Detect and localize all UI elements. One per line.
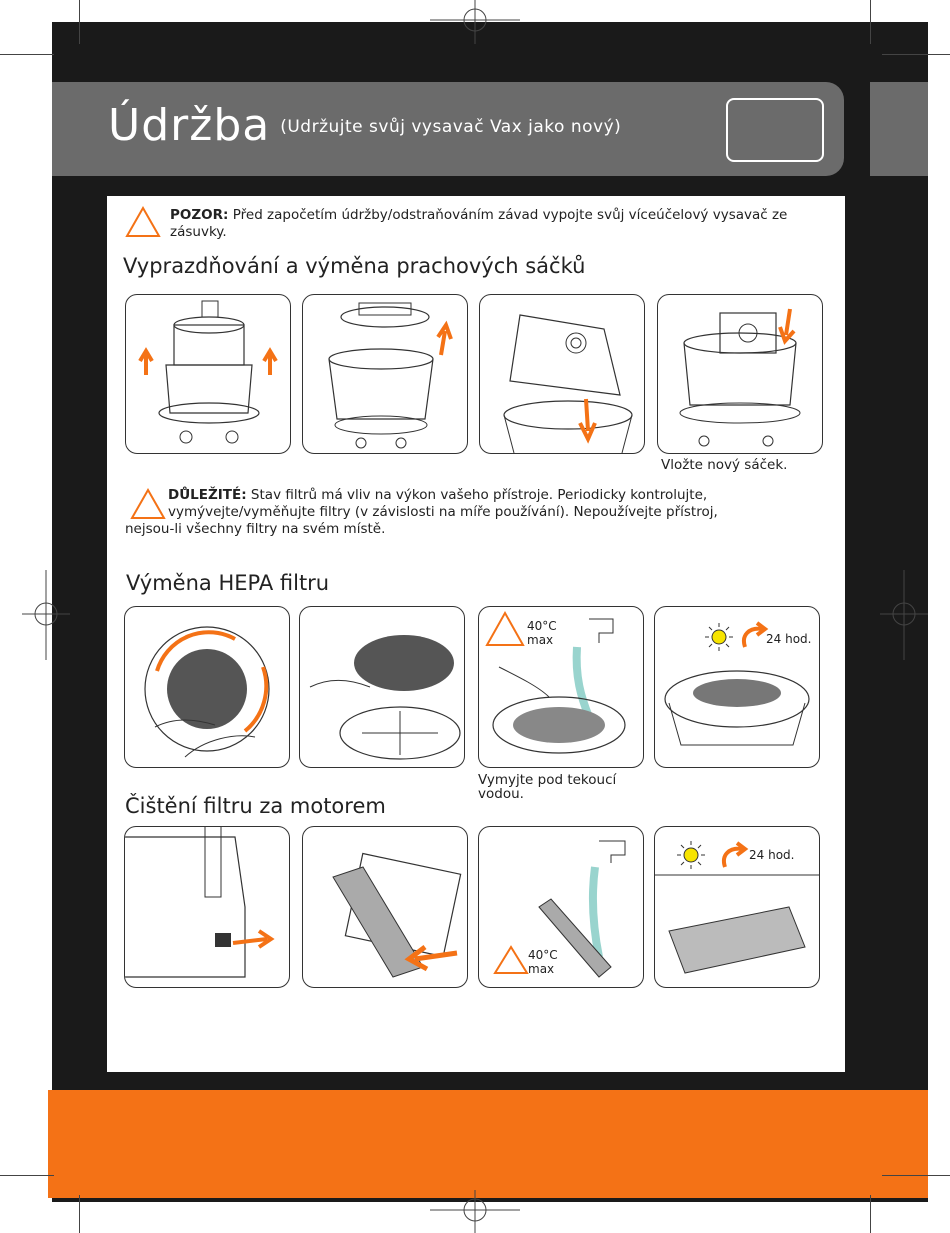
illustration-lift-lid <box>125 294 291 454</box>
sun-icon <box>684 848 698 862</box>
top-margin <box>80 0 770 22</box>
sun-icon <box>712 630 726 644</box>
temp-label-hepa <box>527 619 557 647</box>
crop-mark <box>882 1175 950 1176</box>
temp-max: max <box>528 962 555 976</box>
warning-important-label: DŮLEŽITÉ: <box>168 487 247 503</box>
warning-important-line3: nejsou-li všechny filtry na svém místě. <box>125 521 386 537</box>
crop-mark <box>870 1195 871 1233</box>
crop-mark <box>0 54 54 55</box>
page-number-box <box>726 98 824 162</box>
warning-triangle-icon <box>487 613 523 645</box>
page-title-text: Údržba <box>108 100 271 151</box>
temp-value: 40°C <box>527 619 557 633</box>
orange-footer-band <box>48 1090 928 1198</box>
illustration-insert-bag <box>657 294 823 454</box>
warning-caution-text: Před započetím údržby/odstraňováním závad vypojte svůj víceúčelový vysavač ze zásuvky. <box>170 207 788 240</box>
crop-mark <box>79 0 80 44</box>
crop-mark <box>0 1175 54 1176</box>
side-tab <box>870 82 928 176</box>
illustration-dry-hepa <box>654 606 820 768</box>
warning-triangle-icon <box>495 947 527 973</box>
crop-mark <box>79 1195 80 1233</box>
page-title <box>108 100 621 151</box>
warning-caution-label: POZOR: <box>170 207 229 223</box>
crop-mark <box>870 0 871 44</box>
dry-time-motor: 24 hod. <box>749 848 795 862</box>
warning-triangle-icon <box>130 488 166 520</box>
section-title-bags: Vyprazdňování a výměna prachových sáčků <box>123 254 586 278</box>
temp-max: max <box>527 633 554 647</box>
registration-mark-right <box>880 570 928 660</box>
registration-mark-left <box>22 570 70 660</box>
dry-time-hepa: 24 hod. <box>766 632 812 646</box>
warning-important-text1: Stav filtrů má vliv na výkon vašeho přístroje. Periodicky kontrolujte, <box>246 487 708 503</box>
caption-insert-bag: Vložte nový sáček. <box>661 457 788 473</box>
warning-important-line2: vymývejte/vyměňujte filtry (v závislosti na míře používání). Nepoužívejte přístroj, <box>168 504 718 520</box>
illustration-remove-head <box>302 294 468 454</box>
warning-caution <box>170 207 820 241</box>
section-title-motor-filter: Čištění filtru za motorem <box>125 794 386 818</box>
illustration-dry-motor-filter <box>654 826 820 988</box>
illustration-remove-motor-filter <box>302 826 468 988</box>
registration-mark-bottom <box>430 1190 520 1233</box>
crop-mark <box>882 54 950 55</box>
illustration-rotate-hepa <box>124 606 290 768</box>
section-title-hepa: Výměna HEPA filtru <box>126 571 330 595</box>
illustration-remove-hepa <box>299 606 465 768</box>
illustration-remove-bag <box>479 294 645 454</box>
warning-triangle-icon <box>125 206 161 238</box>
temp-value: 40°C <box>528 948 558 962</box>
page-subtitle: (Udržujte svůj vysavač Vax jako nový) <box>280 117 622 137</box>
clockwise-arrow-icon <box>724 843 745 867</box>
illustration-wash-hepa <box>478 606 644 768</box>
warning-important-line1 <box>168 487 707 504</box>
illustration-wash-motor-filter <box>478 826 644 988</box>
temp-label-motor <box>528 948 558 976</box>
clockwise-arrow-icon <box>744 623 765 647</box>
caption-wash-hepa: Vymyjte pod tekoucí vodou. <box>478 772 617 802</box>
illustration-open-motor-filter <box>124 826 290 988</box>
registration-mark-top <box>430 0 520 44</box>
